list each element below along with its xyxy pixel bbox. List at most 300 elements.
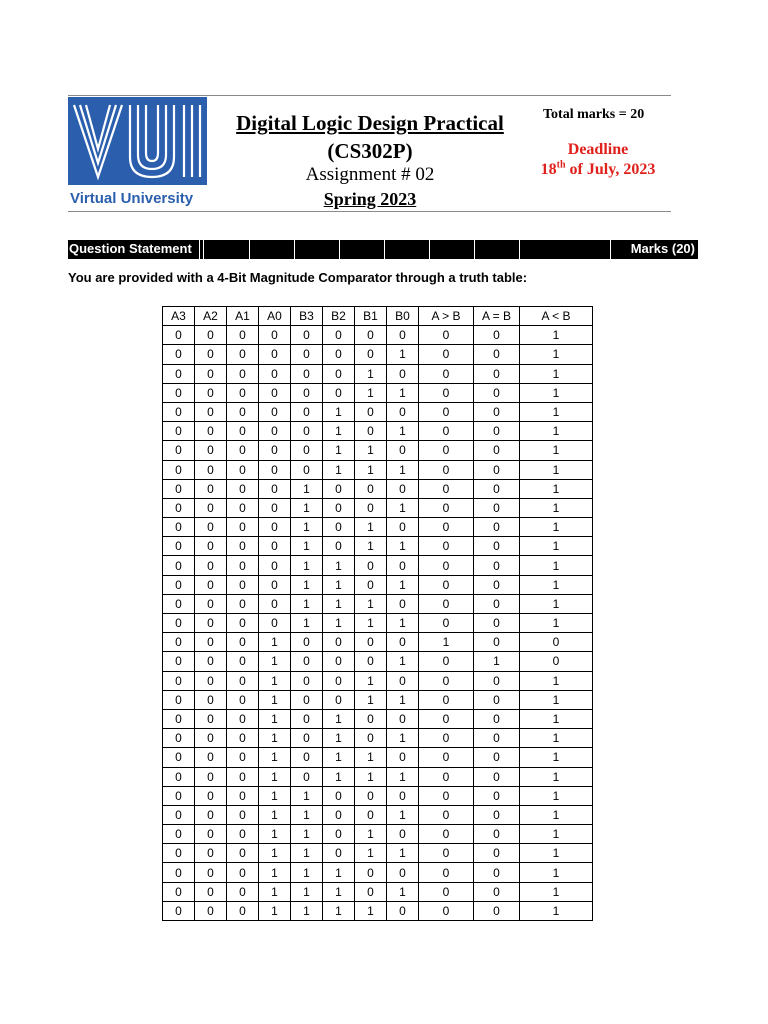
table-cell: 0 bbox=[323, 805, 355, 824]
table-cell: 0 bbox=[323, 690, 355, 709]
table-cell: 0 bbox=[227, 383, 259, 402]
column-header: A > B bbox=[419, 307, 474, 326]
table-cell: 0 bbox=[259, 575, 291, 594]
table-cell: 0 bbox=[387, 556, 419, 575]
table-cell: 0 bbox=[474, 709, 520, 728]
table-row bbox=[163, 460, 593, 479]
table-cell: 1 bbox=[355, 460, 387, 479]
table-cell: 1 bbox=[323, 767, 355, 786]
table-cell: 0 bbox=[474, 441, 520, 460]
table-cell: 0 bbox=[163, 402, 195, 421]
table-cell: 0 bbox=[323, 518, 355, 537]
table-cell: 0 bbox=[163, 748, 195, 767]
table-cell: 1 bbox=[291, 537, 323, 556]
table-cell: 1 bbox=[355, 383, 387, 402]
table-cell: 0 bbox=[474, 594, 520, 613]
table-cell: 0 bbox=[323, 825, 355, 844]
table-cell: 1 bbox=[520, 498, 593, 517]
table-cell: 0 bbox=[259, 326, 291, 345]
bar-divider bbox=[429, 240, 430, 259]
table-cell: 1 bbox=[355, 767, 387, 786]
table-cell: 0 bbox=[163, 786, 195, 805]
table-cell: 0 bbox=[227, 326, 259, 345]
table-cell: 0 bbox=[227, 882, 259, 901]
table-row bbox=[163, 326, 593, 345]
table-cell: 0 bbox=[474, 345, 520, 364]
table-cell: 0 bbox=[195, 844, 227, 863]
table-cell: 0 bbox=[419, 498, 474, 517]
table-cell: 0 bbox=[291, 441, 323, 460]
table-cell: 0 bbox=[474, 671, 520, 690]
table-row bbox=[163, 402, 593, 421]
table-cell: 0 bbox=[195, 556, 227, 575]
table-cell: 0 bbox=[474, 690, 520, 709]
table-cell: 1 bbox=[291, 786, 323, 805]
table-cell: 0 bbox=[291, 709, 323, 728]
table-cell: 1 bbox=[323, 594, 355, 613]
table-cell: 1 bbox=[387, 383, 419, 402]
table-cell: 0 bbox=[195, 652, 227, 671]
table-cell: 0 bbox=[474, 460, 520, 479]
table-cell: 0 bbox=[291, 402, 323, 421]
table-cell: 1 bbox=[355, 748, 387, 767]
table-cell: 1 bbox=[520, 901, 593, 920]
table-cell: 0 bbox=[323, 633, 355, 652]
table-cell: 0 bbox=[163, 383, 195, 402]
table-cell: 1 bbox=[355, 825, 387, 844]
table-cell: 0 bbox=[323, 537, 355, 556]
table-cell: 0 bbox=[474, 748, 520, 767]
table-cell: 0 bbox=[474, 556, 520, 575]
table-cell: 0 bbox=[474, 575, 520, 594]
table-cell: 1 bbox=[387, 537, 419, 556]
table-cell: 0 bbox=[291, 671, 323, 690]
table-row bbox=[163, 652, 593, 671]
table-cell: 0 bbox=[227, 518, 259, 537]
table-cell: 0 bbox=[474, 825, 520, 844]
table-cell: 0 bbox=[227, 537, 259, 556]
table-cell: 0 bbox=[419, 422, 474, 441]
table-cell: 0 bbox=[419, 863, 474, 882]
table-cell: 0 bbox=[163, 614, 195, 633]
table-cell: 0 bbox=[259, 594, 291, 613]
table-row bbox=[163, 383, 593, 402]
table-cell: 0 bbox=[291, 460, 323, 479]
table-row bbox=[163, 537, 593, 556]
table-cell: 1 bbox=[259, 825, 291, 844]
table-cell: 1 bbox=[520, 709, 593, 728]
table-cell: 0 bbox=[419, 748, 474, 767]
table-cell: 0 bbox=[227, 345, 259, 364]
table-row bbox=[163, 498, 593, 517]
table-cell: 0 bbox=[387, 633, 419, 652]
table-cell: 0 bbox=[259, 498, 291, 517]
table-cell: 0 bbox=[163, 575, 195, 594]
table-cell: 1 bbox=[520, 422, 593, 441]
table-cell: 0 bbox=[259, 441, 291, 460]
table-cell: 0 bbox=[355, 422, 387, 441]
table-cell: 0 bbox=[474, 364, 520, 383]
table-row bbox=[163, 441, 593, 460]
table-cell: 0 bbox=[387, 518, 419, 537]
table-cell: 0 bbox=[323, 326, 355, 345]
table-cell: 1 bbox=[355, 518, 387, 537]
table-cell: 0 bbox=[419, 729, 474, 748]
table-cell: 0 bbox=[387, 364, 419, 383]
table-cell: 1 bbox=[323, 882, 355, 901]
table-cell: 0 bbox=[227, 614, 259, 633]
table-cell: 0 bbox=[163, 326, 195, 345]
table-cell: 0 bbox=[163, 729, 195, 748]
table-cell: 1 bbox=[291, 575, 323, 594]
table-row bbox=[163, 364, 593, 383]
bar-divider bbox=[474, 240, 475, 259]
table-cell: 0 bbox=[474, 786, 520, 805]
table-cell: 0 bbox=[419, 805, 474, 824]
table-row bbox=[163, 748, 593, 767]
table-cell: 0 bbox=[291, 729, 323, 748]
table-cell: 1 bbox=[520, 671, 593, 690]
table-cell: 0 bbox=[387, 863, 419, 882]
table-cell: 0 bbox=[355, 786, 387, 805]
table-cell: 0 bbox=[474, 402, 520, 421]
table-cell: 0 bbox=[355, 805, 387, 824]
table-cell: 1 bbox=[291, 844, 323, 863]
table-cell: 0 bbox=[227, 575, 259, 594]
table-cell: 0 bbox=[259, 479, 291, 498]
table-cell: 0 bbox=[355, 863, 387, 882]
table-cell: 0 bbox=[419, 825, 474, 844]
table-cell: 1 bbox=[323, 863, 355, 882]
table-cell: 0 bbox=[323, 652, 355, 671]
table-cell: 1 bbox=[520, 805, 593, 824]
table-cell: 0 bbox=[387, 901, 419, 920]
table-cell: 0 bbox=[227, 556, 259, 575]
table-cell: 1 bbox=[323, 729, 355, 748]
table-cell: 0 bbox=[474, 614, 520, 633]
table-cell: 0 bbox=[195, 326, 227, 345]
table-cell: 0 bbox=[195, 690, 227, 709]
table-cell: 0 bbox=[291, 748, 323, 767]
table-cell: 0 bbox=[419, 614, 474, 633]
table-cell: 0 bbox=[419, 844, 474, 863]
table-cell: 0 bbox=[195, 825, 227, 844]
table-cell: 0 bbox=[227, 671, 259, 690]
table-cell: 1 bbox=[355, 901, 387, 920]
table-cell: 0 bbox=[259, 537, 291, 556]
course-title: Digital Logic Design Practical bbox=[236, 111, 504, 135]
table-cell: 1 bbox=[520, 364, 593, 383]
truth-table bbox=[162, 306, 593, 921]
table-row bbox=[163, 729, 593, 748]
table-cell: 1 bbox=[387, 652, 419, 671]
table-row bbox=[163, 422, 593, 441]
table-cell: 1 bbox=[387, 498, 419, 517]
table-cell: 1 bbox=[474, 652, 520, 671]
table-cell: 0 bbox=[387, 594, 419, 613]
table-cell: 0 bbox=[419, 882, 474, 901]
table-row bbox=[163, 690, 593, 709]
table-cell: 0 bbox=[259, 460, 291, 479]
table-cell: 0 bbox=[419, 537, 474, 556]
table-cell: 0 bbox=[195, 882, 227, 901]
table-cell: 0 bbox=[163, 805, 195, 824]
table-cell: 0 bbox=[419, 460, 474, 479]
table-cell: 0 bbox=[419, 709, 474, 728]
table-cell: 0 bbox=[474, 498, 520, 517]
bar-divider bbox=[203, 240, 204, 259]
table-cell: 0 bbox=[355, 326, 387, 345]
table-cell: 0 bbox=[387, 786, 419, 805]
bar-divider bbox=[610, 240, 611, 259]
table-cell: 0 bbox=[195, 402, 227, 421]
table-row bbox=[163, 767, 593, 786]
table-cell: 0 bbox=[291, 422, 323, 441]
table-cell: 0 bbox=[474, 537, 520, 556]
table-cell: 0 bbox=[474, 633, 520, 652]
table-cell: 0 bbox=[291, 326, 323, 345]
table-cell: 0 bbox=[195, 422, 227, 441]
table-row bbox=[163, 518, 593, 537]
bar-divider bbox=[294, 240, 295, 259]
table-cell: 0 bbox=[355, 575, 387, 594]
table-cell: 0 bbox=[163, 537, 195, 556]
table-cell: 0 bbox=[163, 709, 195, 728]
table-row bbox=[163, 633, 593, 652]
column-header: A2 bbox=[195, 307, 227, 326]
table-cell: 0 bbox=[419, 594, 474, 613]
table-cell: 1 bbox=[355, 671, 387, 690]
table-cell: 0 bbox=[419, 383, 474, 402]
table-cell: 0 bbox=[259, 364, 291, 383]
table-cell: 0 bbox=[355, 498, 387, 517]
table-cell: 1 bbox=[259, 901, 291, 920]
table-cell: 1 bbox=[323, 748, 355, 767]
table-cell: 0 bbox=[474, 882, 520, 901]
table-cell: 1 bbox=[520, 882, 593, 901]
deadline-day: 18 bbox=[540, 161, 557, 178]
table-cell: 0 bbox=[163, 882, 195, 901]
table-cell: 0 bbox=[387, 671, 419, 690]
table-cell: 0 bbox=[474, 767, 520, 786]
table-cell: 1 bbox=[387, 729, 419, 748]
table-cell: 0 bbox=[195, 729, 227, 748]
table-cell: 0 bbox=[291, 383, 323, 402]
table-cell: 0 bbox=[387, 825, 419, 844]
table-cell: 0 bbox=[227, 805, 259, 824]
table-cell: 1 bbox=[291, 901, 323, 920]
table-cell: 0 bbox=[195, 786, 227, 805]
table-cell: 1 bbox=[387, 805, 419, 824]
table-cell: 0 bbox=[474, 901, 520, 920]
deadline-rest: of July, 2023 bbox=[565, 161, 656, 178]
bar-divider bbox=[519, 240, 520, 259]
marks-label: Marks (20) bbox=[630, 241, 695, 256]
table-cell: 1 bbox=[520, 786, 593, 805]
table-cell: 0 bbox=[419, 364, 474, 383]
table-cell: 1 bbox=[259, 729, 291, 748]
table-cell: 0 bbox=[227, 729, 259, 748]
truth-table-header-row bbox=[163, 307, 593, 326]
bar-divider bbox=[249, 240, 250, 259]
table-cell: 0 bbox=[474, 518, 520, 537]
table-row bbox=[163, 786, 593, 805]
column-header: B1 bbox=[355, 307, 387, 326]
table-cell: 0 bbox=[387, 402, 419, 421]
table-cell: 0 bbox=[227, 633, 259, 652]
table-cell: 0 bbox=[419, 326, 474, 345]
table-cell: 1 bbox=[259, 767, 291, 786]
table-cell: 0 bbox=[387, 441, 419, 460]
table-row bbox=[163, 844, 593, 863]
table-cell: 0 bbox=[163, 844, 195, 863]
table-cell: 0 bbox=[323, 844, 355, 863]
table-cell: 0 bbox=[291, 633, 323, 652]
table-cell: 1 bbox=[323, 901, 355, 920]
virtual-university-logo bbox=[68, 97, 207, 207]
table-cell: 1 bbox=[387, 882, 419, 901]
table-cell: 0 bbox=[419, 786, 474, 805]
table-cell: 1 bbox=[259, 863, 291, 882]
table-cell: 0 bbox=[387, 748, 419, 767]
table-cell: 0 bbox=[419, 690, 474, 709]
total-marks: Total marks = 20 bbox=[543, 107, 645, 122]
table-cell: 0 bbox=[227, 786, 259, 805]
table-row bbox=[163, 594, 593, 613]
table-cell: 0 bbox=[227, 748, 259, 767]
table-cell: 1 bbox=[259, 882, 291, 901]
table-cell: 1 bbox=[520, 844, 593, 863]
table-row bbox=[163, 805, 593, 824]
table-cell: 0 bbox=[355, 709, 387, 728]
table-cell: 0 bbox=[227, 863, 259, 882]
table-cell: 0 bbox=[195, 863, 227, 882]
table-cell: 0 bbox=[227, 441, 259, 460]
table-cell: 0 bbox=[355, 345, 387, 364]
table-cell: 0 bbox=[259, 383, 291, 402]
table-cell: 1 bbox=[387, 690, 419, 709]
table-cell: 1 bbox=[520, 441, 593, 460]
column-header: B2 bbox=[323, 307, 355, 326]
table-cell: 0 bbox=[291, 652, 323, 671]
table-cell: 1 bbox=[291, 594, 323, 613]
header-bottom-rule bbox=[68, 211, 671, 212]
table-cell: 0 bbox=[419, 901, 474, 920]
table-cell: 0 bbox=[195, 901, 227, 920]
intro-text: You are provided with a 4-Bit Magnitude Comparator through a truth table: bbox=[68, 270, 528, 285]
table-cell: 0 bbox=[419, 556, 474, 575]
table-cell: 0 bbox=[323, 364, 355, 383]
table-cell: 0 bbox=[195, 364, 227, 383]
table-cell: 1 bbox=[520, 767, 593, 786]
table-cell: 0 bbox=[163, 422, 195, 441]
table-cell: 0 bbox=[195, 518, 227, 537]
table-cell: 0 bbox=[227, 690, 259, 709]
table-cell: 1 bbox=[355, 364, 387, 383]
table-cell: 0 bbox=[227, 364, 259, 383]
table-cell: 0 bbox=[195, 441, 227, 460]
table-cell: 1 bbox=[323, 460, 355, 479]
table-cell: 0 bbox=[291, 345, 323, 364]
table-cell: 0 bbox=[387, 326, 419, 345]
table-cell: 0 bbox=[323, 479, 355, 498]
table-cell: 0 bbox=[163, 518, 195, 537]
table-cell: 0 bbox=[259, 422, 291, 441]
table-row bbox=[163, 575, 593, 594]
table-cell: 0 bbox=[474, 863, 520, 882]
column-header: A = B bbox=[474, 307, 520, 326]
deadline-block bbox=[528, 140, 668, 180]
table-cell: 1 bbox=[520, 748, 593, 767]
table-cell: 0 bbox=[419, 479, 474, 498]
table-cell: 1 bbox=[520, 863, 593, 882]
table-cell: 1 bbox=[355, 690, 387, 709]
table-cell: 0 bbox=[323, 671, 355, 690]
table-cell: 1 bbox=[291, 825, 323, 844]
table-cell: 1 bbox=[259, 709, 291, 728]
table-cell: 1 bbox=[419, 633, 474, 652]
table-cell: 1 bbox=[520, 518, 593, 537]
table-row bbox=[163, 901, 593, 920]
table-cell: 0 bbox=[227, 594, 259, 613]
table-cell: 0 bbox=[163, 690, 195, 709]
table-cell: 0 bbox=[419, 767, 474, 786]
table-cell: 1 bbox=[520, 383, 593, 402]
table-cell: 0 bbox=[163, 633, 195, 652]
table-cell: 0 bbox=[474, 729, 520, 748]
table-cell: 0 bbox=[227, 460, 259, 479]
table-cell: 0 bbox=[227, 767, 259, 786]
table-cell: 0 bbox=[259, 614, 291, 633]
table-cell: 0 bbox=[227, 825, 259, 844]
table-cell: 1 bbox=[291, 498, 323, 517]
column-header: B0 bbox=[387, 307, 419, 326]
table-cell: 1 bbox=[520, 402, 593, 421]
table-cell: 0 bbox=[419, 671, 474, 690]
table-cell: 1 bbox=[259, 671, 291, 690]
table-cell: 1 bbox=[291, 805, 323, 824]
table-cell: 0 bbox=[419, 652, 474, 671]
table-cell: 1 bbox=[520, 326, 593, 345]
table-cell: 0 bbox=[474, 844, 520, 863]
table-cell: 1 bbox=[259, 786, 291, 805]
logo-caption: Virtual University bbox=[70, 190, 194, 207]
table-cell: 0 bbox=[355, 633, 387, 652]
table-cell: 0 bbox=[419, 575, 474, 594]
table-cell: 0 bbox=[419, 518, 474, 537]
table-cell: 0 bbox=[163, 498, 195, 517]
table-cell: 0 bbox=[195, 709, 227, 728]
table-cell: 0 bbox=[195, 671, 227, 690]
course-code: (CS302P) bbox=[327, 139, 413, 163]
table-cell: 0 bbox=[355, 479, 387, 498]
table-cell: 0 bbox=[323, 383, 355, 402]
table-cell: 1 bbox=[323, 575, 355, 594]
table-cell: 0 bbox=[163, 441, 195, 460]
question-statement-bar bbox=[68, 240, 698, 259]
table-cell: 0 bbox=[291, 364, 323, 383]
table-cell: 1 bbox=[291, 518, 323, 537]
column-header: B3 bbox=[291, 307, 323, 326]
table-cell: 1 bbox=[520, 345, 593, 364]
table-cell: 1 bbox=[323, 402, 355, 421]
table-cell: 0 bbox=[387, 479, 419, 498]
table-cell: 1 bbox=[291, 479, 323, 498]
table-cell: 0 bbox=[419, 402, 474, 421]
table-cell: 1 bbox=[520, 537, 593, 556]
column-header: A1 bbox=[227, 307, 259, 326]
table-cell: 0 bbox=[195, 805, 227, 824]
